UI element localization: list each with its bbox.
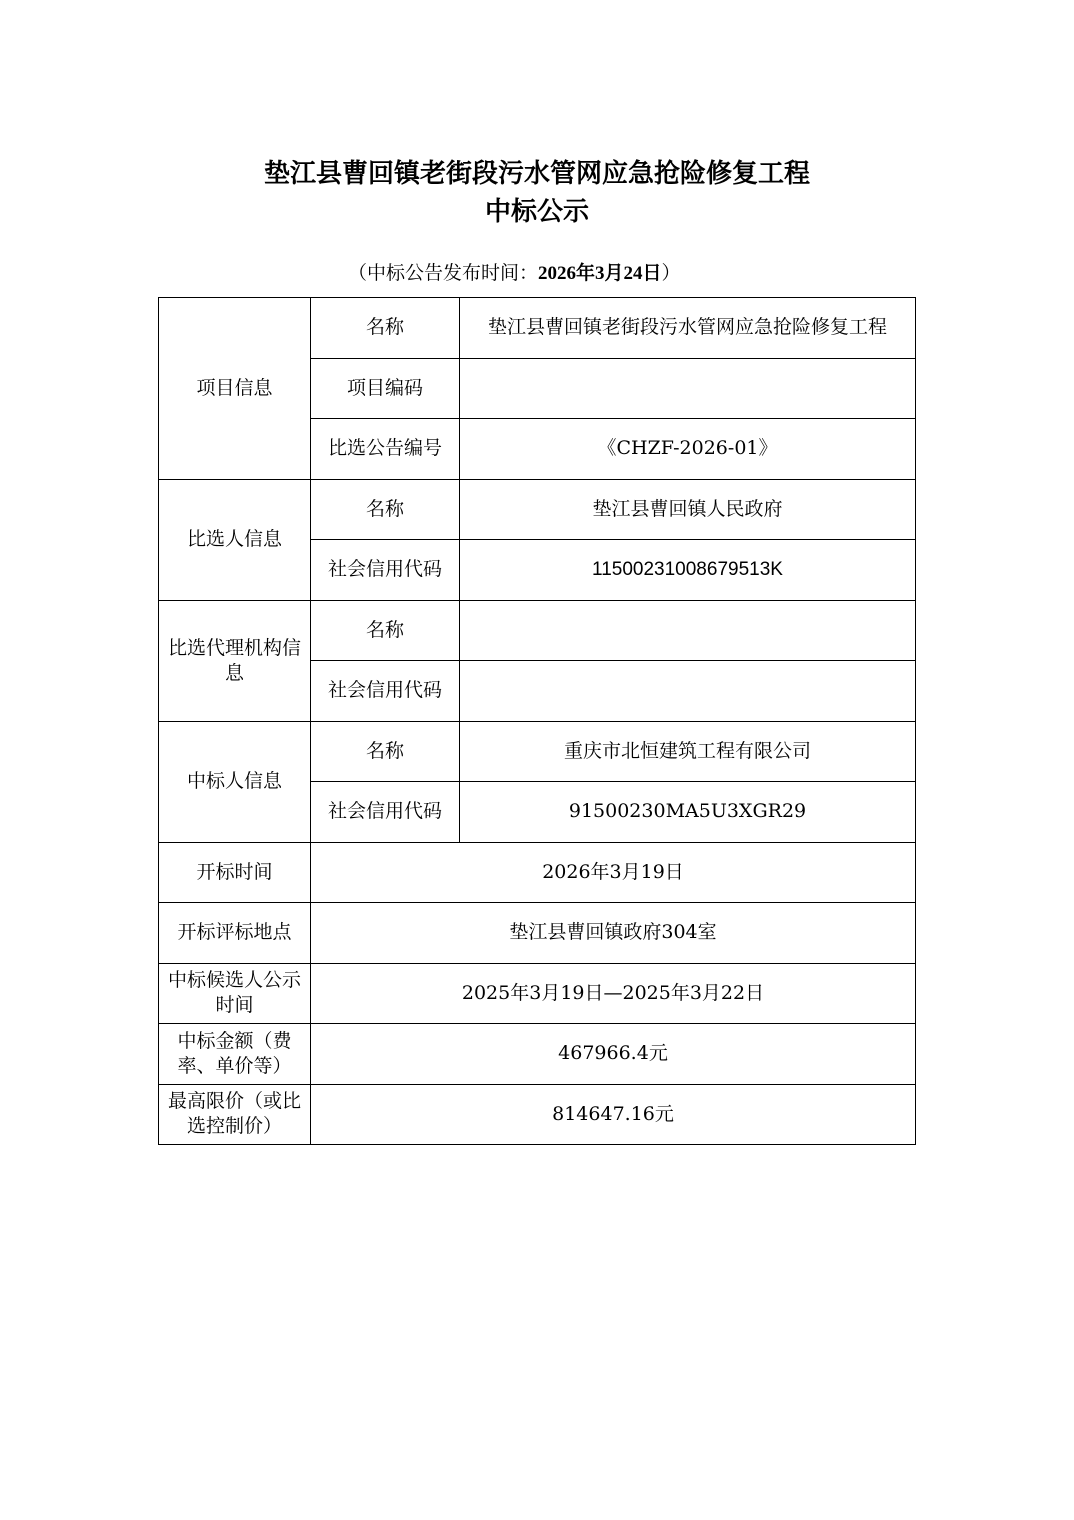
selector-name-value: 垫江县曹回镇人民政府 — [460, 479, 916, 540]
document-title-line2: 中标公示 — [484, 197, 589, 227]
document-title-line1: 垫江县曹回镇老街段污水管网应急抢险修复工程 — [263, 159, 810, 189]
agency-name-value — [460, 600, 916, 661]
selector-name-label: 名称 — [311, 479, 460, 540]
winner-credit-label: 社会信用代码 — [311, 782, 460, 843]
table-row — [159, 1084, 916, 1145]
table-row — [159, 479, 916, 540]
agency-credit-value — [460, 661, 916, 722]
table-row — [159, 298, 916, 359]
winner-name-label: 名称 — [311, 721, 460, 782]
table-row — [159, 963, 916, 1024]
notice-number-value: 《CHZF-2026-01》 — [460, 419, 916, 480]
publicity-period-value: 2025年3月19日—2025年3月22日 — [311, 963, 916, 1024]
project-code-label: 项目编码 — [311, 358, 460, 419]
project-name-label: 名称 — [311, 298, 460, 359]
selector-credit-label: 社会信用代码 — [311, 540, 460, 601]
publish-prefix: （中标公告发布时间： — [348, 262, 539, 284]
table-row — [159, 903, 916, 964]
bid-amount-label: 中标金额（费率、单价等） — [159, 1024, 311, 1085]
open-place-value: 垫江县曹回镇政府304室 — [311, 903, 916, 964]
bid-info-table — [158, 297, 916, 1145]
winner-credit-value: 91500230MA5U3XGR29 — [460, 782, 916, 843]
table-row — [159, 1024, 916, 1085]
project-info-label: 项目信息 — [159, 298, 311, 480]
notice-number-label: 比选公告编号 — [311, 419, 460, 480]
table-row — [159, 842, 916, 903]
project-name-value: 垫江县曹回镇老街段污水管网应急抢险修复工程 — [460, 298, 916, 359]
agency-name-label: 名称 — [311, 600, 460, 661]
publish-suffix: ） — [661, 262, 681, 284]
max-price-label: 最高限价（或比选控制价） — [159, 1084, 311, 1145]
winner-name-value: 重庆市北恒建筑工程有限公司 — [460, 721, 916, 782]
winner-info-label: 中标人信息 — [159, 721, 311, 842]
selector-info-label: 比选人信息 — [159, 479, 311, 600]
selector-credit-value: 11500231008679513K — [460, 540, 916, 601]
publish-time — [348, 258, 681, 289]
open-time-label: 开标时间 — [159, 842, 311, 903]
open-time-value: 2026年3月19日 — [311, 842, 916, 903]
bid-amount-value: 467966.4元 — [311, 1024, 916, 1085]
table-row — [159, 600, 916, 661]
open-place-label: 开标评标地点 — [159, 903, 311, 964]
agency-info-label: 比选代理机构信息 — [159, 600, 311, 721]
project-code-value — [460, 358, 916, 419]
agency-credit-label: 社会信用代码 — [311, 661, 460, 722]
publish-date: 2026年3月24日 — [538, 263, 662, 284]
table-row — [159, 721, 916, 782]
max-price-value: 814647.16元 — [311, 1084, 916, 1145]
publicity-period-label: 中标候选人公示时间 — [159, 963, 311, 1024]
